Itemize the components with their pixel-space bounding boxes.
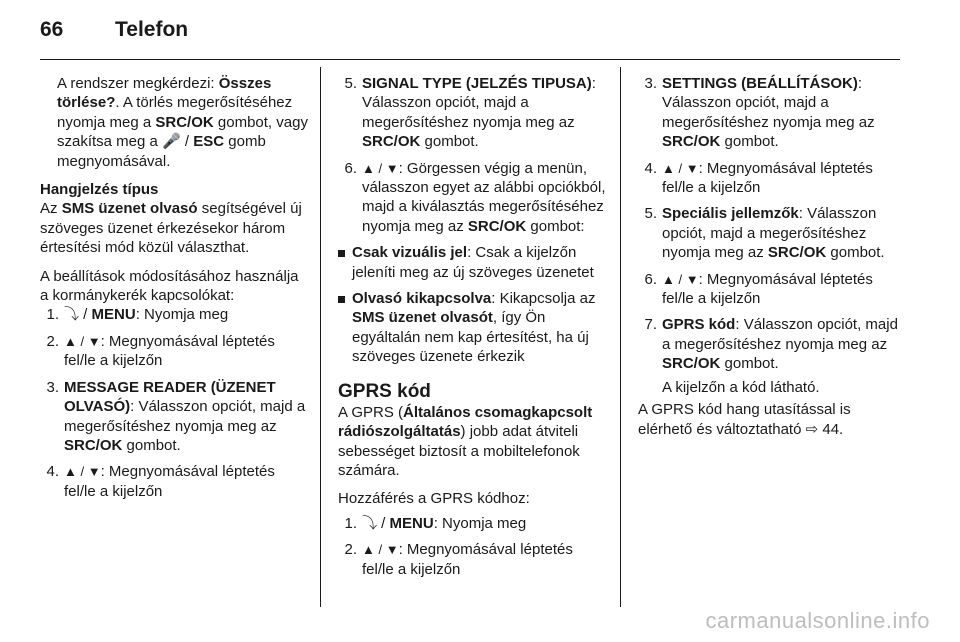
list-item: 3. SETTINGS (BEÁLLÍTÁSOK): Válasszon opciót, majd a megerősítéshez nyomja meg az SRC/OK gombot. [644,75,875,151]
list-item: 1. ⤵ / MENU: Nyomja meg [344,514,527,532]
paragraph: A beállítások módosításához használja a kormánykerék kapcsolókat: [40,267,299,305]
bullet-item: Olvasó kikapcsolva: Kikapcsolja az SMS üzenet olvasót, így Ön egyáltalán nem kap értesítést, ha új szöveges üzenete érkezik [338,289,606,367]
column-1 [40,74,308,508]
list-item: 4. ▲ / ▼: Megnyomásával léptetés fel/le a kijelzőn [644,159,873,197]
bullet-square-icon [338,296,345,303]
section-heading-gprs-code: GPRS kód [338,380,431,402]
list-item: 5. Speciális jellemzők: Válasszon opciót, majd a megerősítéshez nyomja meg az SRC/OK gombot. [644,205,885,262]
list-item: 6. ▲ / ▼: Görgessen végig a menün, válasszon egyet az alábbi opciókból, majd a kiválasztás megerősítéséhez nyomja meg az SRC/OK gombot: [344,159,606,235]
column-3 [638,74,906,448]
up-down-arrows-icon: ▲ / ▼ [64,464,101,480]
column-2 [338,74,606,586]
list-item: 1. ⤵ / MENU: Nyomja meg [46,306,229,324]
up-down-arrows-icon: ▲ / ▼ [362,160,399,176]
up-down-arrows-icon: ▲ / ▼ [362,542,399,558]
page-number: 66 [40,18,64,41]
list-item: 7. GPRS kód: Válasszon opciót, majd a megerősítéshez nyomja meg az SRC/OK gombot. [644,316,898,373]
bullet-square-icon [338,250,345,257]
phone-menu-icon: ⤵ [362,514,378,532]
paragraph: Az SMS üzenet olvasó segítségével új szöveges üzenet érkezésekor három értesítési mód közül választhat. [40,200,302,257]
watermark: carmanualsonline.info [705,608,930,633]
microphone-icon: 🎤 [162,133,181,151]
up-down-arrows-icon: ▲ / ▼ [64,333,101,349]
list-item: 2. ▲ / ▼: Megnyomásával léptetés fel/le a kijelzőn [344,541,573,578]
phone-menu-icon: ⤵ [64,306,80,324]
list-item: 6. ▲ / ▼: Megnyomásával léptetés fel/le a kijelzőn [644,270,873,308]
up-down-arrows-icon: ▲ / ▼ [662,160,699,176]
list-item: 2. ▲ / ▼: Megnyomásával léptetés fel/le a kijelzőn [46,332,275,370]
header-rule [40,59,900,60]
list-item: 4. ▲ / ▼: Megnyomásával léptetés fel/le a kijelzőn [46,463,275,500]
column-divider-1 [320,67,321,607]
up-down-arrows-icon: ▲ / ▼ [662,271,699,287]
list-item: 3. MESSAGE READER (ÜZENET OLVASÓ): Válasszon opciót, majd a megerősítéshez nyomja meg az SRC/OK gombot. [46,378,306,454]
step-note: A kijelzőn a kód látható. [662,378,820,396]
section-heading-alert-type: Hangjelzés típus [40,181,159,199]
paragraph: A GPRS kód hang utasítással is elérhető és változtatható ⇨ 44. [638,401,851,438]
page-reference-arrow-icon: ⇨ [805,420,819,438]
bullet-item: Csak vizuális jel: Csak a kijelzőn jeleníti meg az új szöveges üzenetet [338,243,606,282]
page-title: Telefon [115,18,189,41]
delete-confirm-text: A rendszer megkérdezi: Összes törlése?. A törlés megerősítéséhez nyomja meg a SRC/OK gombot, vagy szakítsa meg a 🎤 / ESC gomb megnyomásával. [57,75,308,170]
paragraph: A GPRS (Általános csomagkapcsolt rádiószolgáltatás) jobb adat átviteli sebességet biztosít a mobiltelefonok számára. [338,403,593,479]
list-item: 5. SIGNAL TYPE (JELZÉS TIPUSA): Válasszon opciót, majd a megerősítéshez nyomja meg az SRC/OK gombot. [344,75,596,151]
column-divider-2 [620,67,621,607]
paragraph: Hozzáférés a GPRS kódhoz: [338,490,530,508]
